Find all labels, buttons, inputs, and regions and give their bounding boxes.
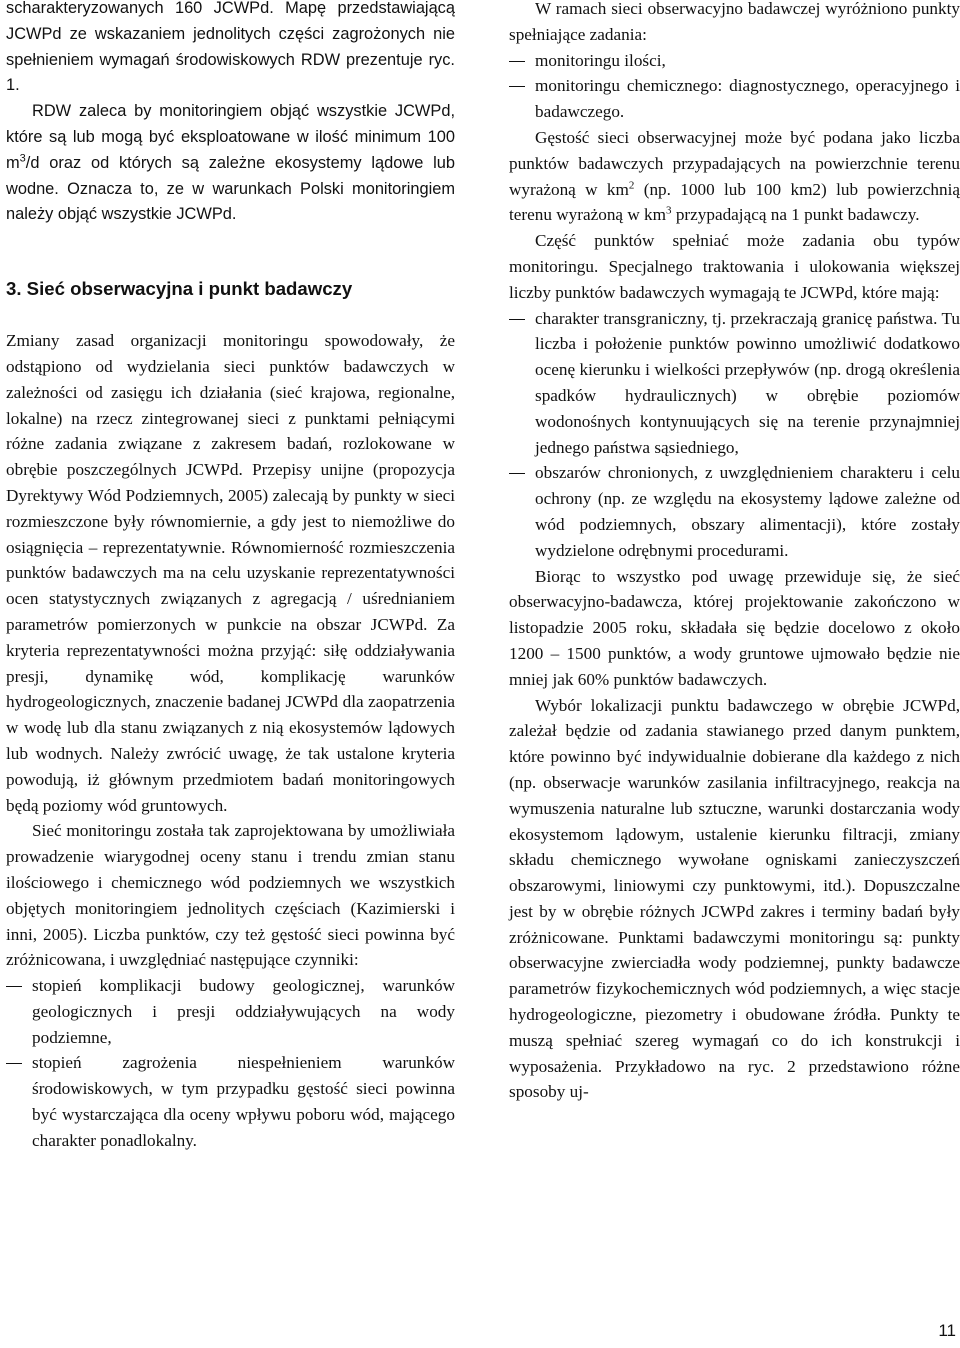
task-item: monitoringu ilości, (509, 48, 960, 74)
task-item: monitoringu chemicznego: diagnostycznego, operacyjnego i badawczego. (509, 73, 960, 125)
feature-item: obszarów chronionych, z uwzględnieniem charakteru i celu ochrony (np. ze względu na ekosystemy lądowe zależne od wód podziemnych, obszary alimentacji), które zostały wydzielone odrębnymi procedurami. (509, 460, 960, 563)
rdw-paragraph-part-b: /d oraz od których są zależne ekosystemy lądowe lub wodne. Oznacza to, ze w warunkach Polski monitoringiem należy objąć wszystkie JCWPd. (6, 153, 455, 224)
left-column (6, 0, 455, 1154)
features-list (509, 306, 960, 564)
section-paragraph-2: Sieć monitoringu została tak zaprojektowana by umożliwiała prowadzenie wiarygodnej oceny stanu i trendu zmian stanu ilościowego i chemicznego wód podziemnych we wszystkich objętych monitoringiem jednolitych częściach (Kazimierski i inni, 2005). Liczba punktów, czy też gęstość sieci powinna być zróżnicowana, i uwzględniać następujące czynniki: (6, 821, 455, 970)
right-paragraph-5: Wybór lokalizacji punktu badawczego w obrębie JCWPd, zależał będzie od zadania stawianego przed danym punktem, które powinno być indywidualnie dobierane dla każdego z nich (np. obserwacje warunków zasilania infiltracyjnego, reakcja na wymuszenia naturalne lub sztuczne, warunki dostarczania wody ekosystemom lądowym, ustalenie kierunku filtracji, zmiany składu chemicznego wywołane ogniskami zanieczyszczeń obszarowymi, liniowymi czy punktowymi, itd.). Dopuszczalne jest by w obrębie różnych JCWPd zakres i terminy badań były zróżnicowane. Punktami badawczymi monitoringu są: punkty obserwacyjne zwierciadła wody podziemnej, punkty badawcze parametrów fizykochemicznych wód podziemnych, a więc stacje hydrogeologiczne, piezometry i obudowane źródła. Punkty te muszą spełniać szereg wymagań co do ich konstrukcji i wyposażenia. Przykładowo na ryc. 2 przedstawiono różne sposoby uj- (509, 695, 960, 1102)
density-text-b: (np. 1000 lub 100 km2) lub powierzchnią terenu wyrażoną w km (509, 179, 960, 225)
factor-item: stopień komplikacji budowy geologicznej, warunków geologicznych i presji oddziaływujących na wody podziemne, (6, 973, 455, 1050)
section-paragraph-1: Zmiany zasad organizacji monitoringu spowodowały, że odstąpiono od wydzielania sieci punktów badawczych w zależności od zasięgu ich działania (sieć krajowa, regionalne, lokalne) na rzecz zintegrowanej sieci z punktami pełniącymi różne zadania związane z zakresem badań, rozlokowane w obrębie poszczególnych JCWPd. Przepisy unijne (propozycja Dyrektywy Wód Podziemnych, 2005) zalecają by punkty w sieci rozmieszczone były równomiernie, a gdy jest to niemożliwe do osiągnięcia – reprezentatywnie. Równomierność rozmieszczenia punktów badawczych ma na celu uzyskanie reprezentatywności ocen statystycznych związanych z agregacją / uśrednianiem parametrów pomierzonych w punkcie na obszar JCWPd. Za kryteria reprezentatywności można przyjąć: siłę oddziaływania presji, dynamikę wód, komplikację warunków hydrogeologicznych, znaczenie badanej JCWPd dla zaopatrzenia w wodę lub dla stanu związanych z nią ekosystemów lądowych lub wodnych. Należy zwrócić uwagę, że tak ustalone kryteria powodują, iż głównym przedmiotem badań monitoringowych będą poziomy wód gruntowych. (6, 331, 455, 815)
rdw-superscript: 3 (19, 152, 26, 165)
right-paragraph-2 (509, 125, 960, 228)
km3-superscript: 3 (666, 204, 672, 217)
factor-item: stopień zagrożenia niespełnieniem warunków środowiskowych, w tym przypadku gęstość sieci powinna być wystarczająca dla oceny wpływu poboru wód, mającego charakter ponadlokalny. (6, 1050, 455, 1153)
rdw-paragraph-part-a: RDW zaleca by monitoringiem objąć wszystkie JCWPd, które są lub mogą być eksploatowane w ilość minimum 100 m (6, 102, 455, 172)
factors-list (6, 973, 455, 1154)
km2-superscript: 2 (628, 178, 635, 191)
density-text-a: Gęstość sieci obserwacyjnej może być podana jako liczba punktów badawczych przypadających na powierzchnie terenu wyrażoną w km (509, 127, 960, 199)
feature-item: charakter transgraniczny, tj. przekraczają granicę państwa. Tu liczba i położenie punktów powinno umożliwić dodatkowo ocenę kierunku i wielkości przepływów (np. drogą określenia spadków hydraulicznych) w obrębie poziomów wodonośnych kontynuujących się na terenie przynajmniej jednego państwa sąsiedniego, (509, 306, 960, 461)
tasks-list (509, 48, 960, 125)
section-heading: 3. Sieć obserwacyjna i punkt badawczy (6, 278, 353, 300)
page-number: 11 (938, 1321, 956, 1340)
right-paragraph-4: Biorąc to wszystko pod uwagę przewiduje się, że sieć obserwacyjno-badawcza, której projektowanie zakończono w listopadzie 2005 roku, składała się będzie docelowo z około 1200 – 1500 punktów, a wody gruntowe ujmowało będzie nie mniej jak 60% punktów badawczych. (509, 566, 960, 689)
intro-paragraph: scharakteryzowanych 160 JCWPd. Mapę przedstawiającą JCWPd ze wskazaniem jednolitych części zagrożonych nie spełnieniem wymagań środowiskowych RDW prezentuje ryc. 1. (6, 0, 455, 95)
right-column (509, 0, 960, 1105)
right-paragraph-3: Część punktów spełniać może zadania obu typów monitoringu. Specjalnego traktowania i ulokowania większej liczby punktów badawczych wymagają te JCWPd, które mają: (509, 231, 960, 302)
density-text-c: przypadającą na 1 punkt badawczy. (671, 205, 920, 225)
rdw-paragraph (6, 99, 455, 228)
right-paragraph-1: W ramach sieci obserwacyjno badawczej wyróżniono punkty spełniające zadania: (509, 0, 960, 44)
